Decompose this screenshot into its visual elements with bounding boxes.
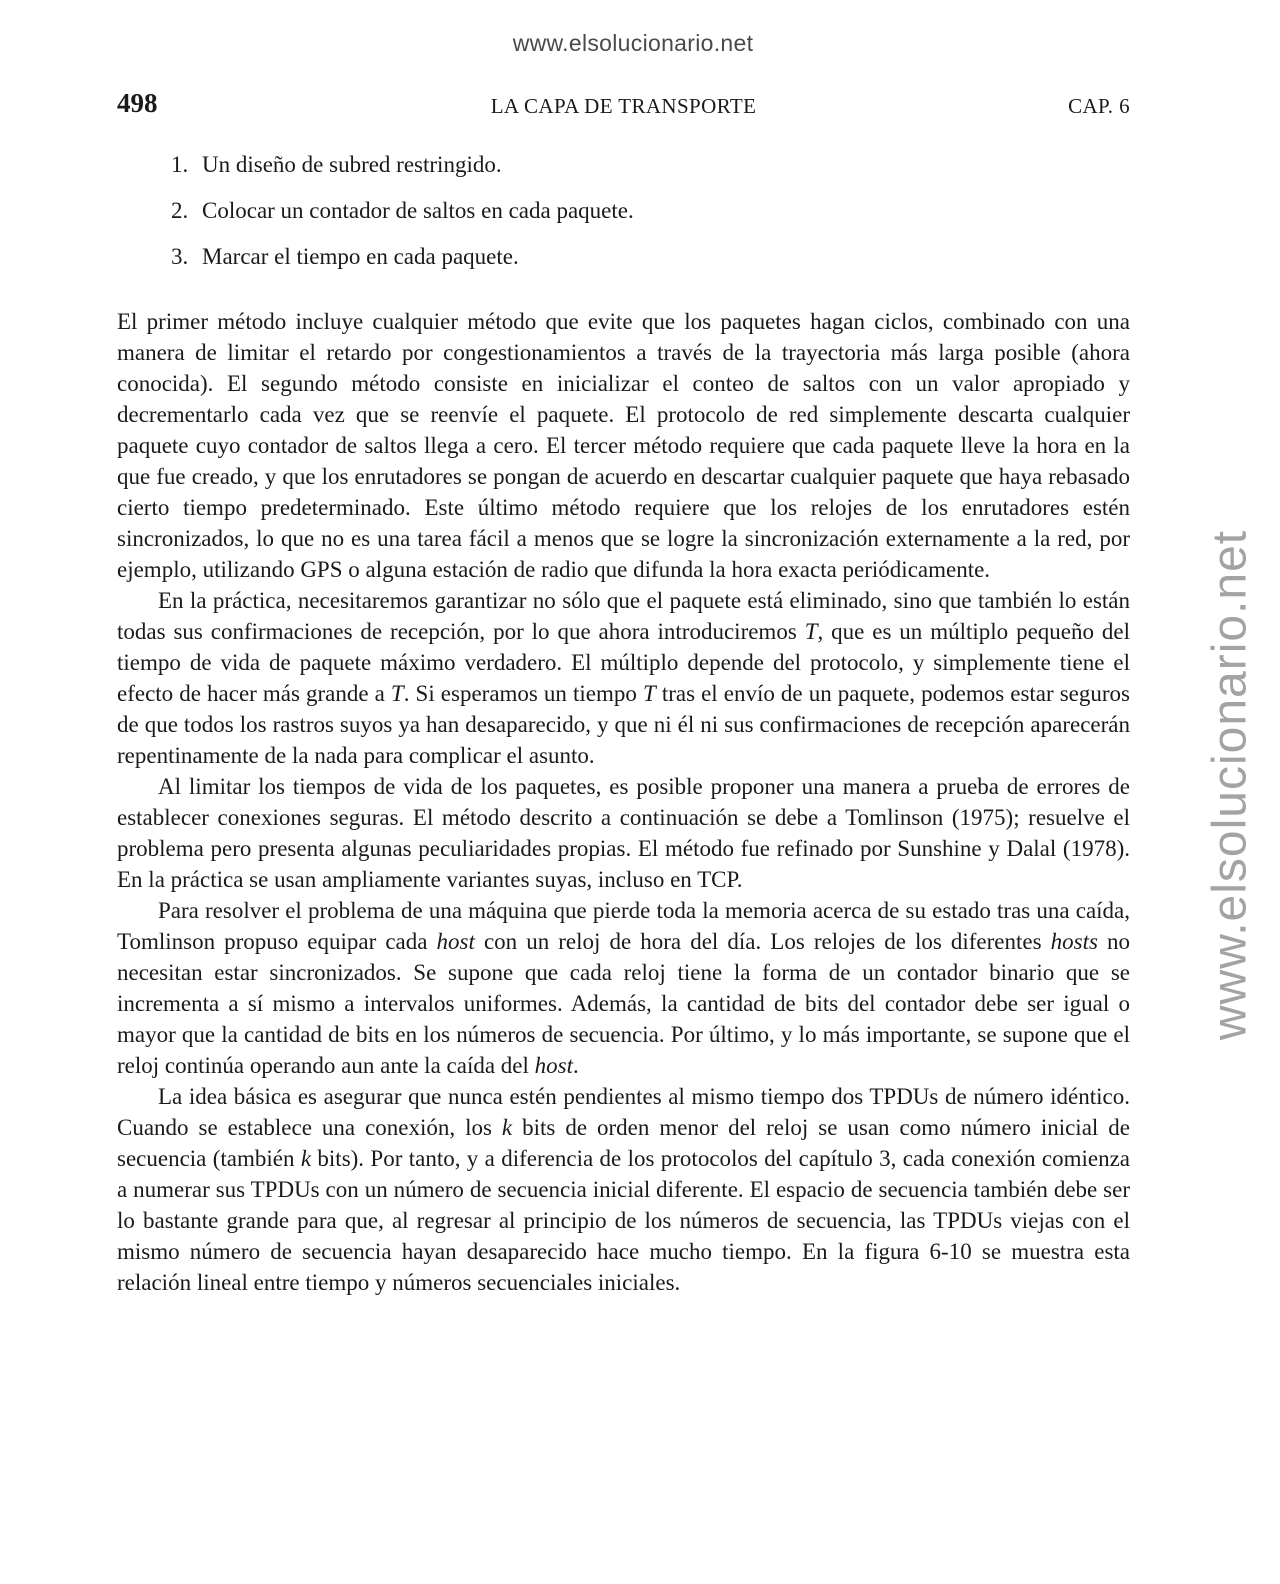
list-item-number: 3.: [171, 244, 189, 269]
page-number: 498: [117, 88, 158, 118]
paragraph-time-t: [117, 585, 1130, 771]
italic-run: k: [300, 1146, 312, 1171]
list-item: [171, 242, 634, 288]
italic-run: T: [390, 681, 404, 706]
list-item: [171, 196, 634, 242]
numbered-list: [171, 150, 634, 288]
list-item-text: Colocar un contador de saltos en cada paquete.: [202, 198, 634, 223]
text-run: El primer método incluye cualquier método que evite que los paquetes hagan ciclos, combinado con una manera de limitar el retardo por congestionamientos a través de la trayectoria más larga posible (ahora conocida). El segundo método consiste en inicializar el conteo de saltos con un valor apropiado y decrementarlo cada vez que se reenvíe el paquete. El protocolo de red simplemente descarta cualquier paquete cuyo contador de saltos llega a cero. El tercer método requiere que cada paquete lleve la hora en la que fue creado, y que los enrutadores se pongan de acuerdo en descartar cualquier paquete que haya rebasado cierto tiempo predeterminado. Este último método requiere que los relojes de los enrutadores estén sincronizados, lo que no es una tarea fácil a menos que se logre la sincronización externamente a la red, por ejemplo, utilizando GPS o alguna estación de radio que difunda la hora exacta periódicamente.: [117, 309, 1130, 582]
text-run: Para resolver el problema de una máquina que pierde toda la memoria acerca de su estado tras una caída, Tomlinson propuso equipar cada: [117, 898, 1130, 954]
watermark-url-side: www.elsolucionario.net: [1203, 529, 1257, 1041]
list-item-number: 1.: [171, 152, 189, 177]
text-run: En la práctica, necesitaremos garantizar no sólo que el paquete está eliminado, sino que también lo están todas sus confirmaciones de recepción, por lo que ahora introduciremos: [117, 588, 1130, 644]
text-run: . Si esperamos un tiempo: [403, 681, 643, 706]
paragraph-basic-idea: [117, 1081, 1130, 1298]
paragraph-clock: [117, 895, 1130, 1081]
body-text: [117, 306, 1130, 1298]
text-run: bits de orden menor del reloj se usan como número inicial de secuencia (también: [117, 1115, 1130, 1171]
text-run: bits). Por tanto, y a diferencia de los protocolos del capítulo 3, cada conexión comienza a numerar sus TPDUs con un número de secuencia inicial diferente. El espacio de secuencia también debe ser lo bastante grande para que, al regresar al principio de los números de secuencia, las TPDUs viejas con el mismo número de secuencia hayan desaparecido hace mucho tiempo. En la figura 6-10 se muestra esta relación lineal entre tiempo y números secuenciales iniciales.: [117, 1146, 1130, 1295]
text-run: no necesitan estar sincronizados. Se supone que cada reloj tiene la forma de un contador binario que se incrementa a sí mismo a intervalos uniformes. Además, la cantidad de bits del contador debe ser igual o mayor que la cantidad de bits en los números de secuencia. Por último, y lo más importante, se supone que el reloj continúa operando aun ante la caída del: [117, 929, 1130, 1078]
italic-run: host: [436, 929, 475, 954]
list-item-text: Marcar el tiempo en cada paquete.: [202, 244, 519, 269]
italic-run: host: [534, 1053, 573, 1078]
italic-run: hosts: [1050, 929, 1098, 954]
running-header: [117, 86, 1130, 126]
text-run: con un reloj de hora del día. Los relojes de los diferentes: [474, 929, 1051, 954]
italic-run: T: [804, 619, 818, 644]
paragraph-tomlinson: [117, 771, 1130, 895]
list-item: [171, 150, 634, 196]
watermark-url-top: www.elsolucionario.net: [512, 30, 754, 56]
list-item-text: Un diseño de subred restringido.: [202, 152, 502, 177]
paragraph-methods: [117, 306, 1130, 585]
italic-run: k: [501, 1115, 513, 1140]
text-run: , que es un múltiplo pequeño del tiempo de vida de paquete máximo verdadero. El múltiplo depende del protocolo, y simplemente tiene el efecto de hacer más grande a: [117, 619, 1130, 706]
chapter-title: LA CAPA DE TRANSPORTE: [490, 94, 757, 118]
text-run: .: [573, 1053, 579, 1078]
chapter-reference: CAP. 6: [1068, 94, 1130, 118]
text-run: Al limitar los tiempos de vida de los paquetes, es posible proponer una manera a prueba de errores de establecer conexiones seguras. El método descrito a continuación se debe a Tomlinson (1975); resuelve el problema pero presenta algunas peculiaridades propias. El método fue refinado por Sunshine y Dalal (1978). En la práctica se usan ampliamente variantes suyas, incluso en TCP.: [117, 774, 1130, 892]
list-item-number: 2.: [171, 198, 189, 223]
text-run: La idea básica es asegurar que nunca estén pendientes al mismo tiempo dos TPDUs de número idéntico. Cuando se establece una conexión, los: [117, 1084, 1130, 1140]
text-run: tras el envío de un paquete, podemos estar seguros de que todos los rastros suyos ya han desaparecido, y que ni él ni sus confirmaciones de recepción aparecerán repentinamente de la nada para complicar el asunto.: [117, 681, 1130, 768]
italic-run: T: [642, 681, 656, 706]
